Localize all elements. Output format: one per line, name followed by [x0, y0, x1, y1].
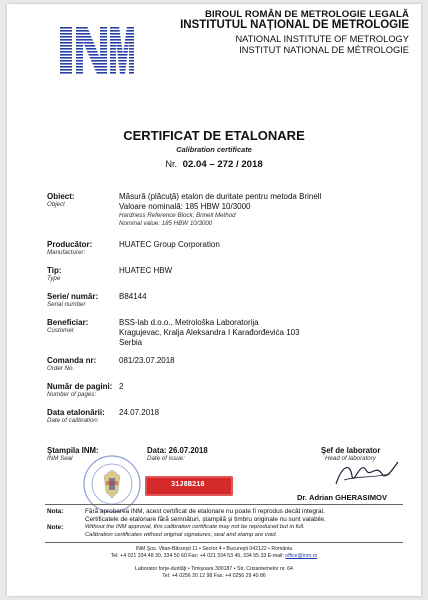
- serial-value: B84144: [119, 292, 147, 301]
- certificate-page: [7, 4, 421, 596]
- certificate-number: [7, 159, 421, 170]
- customer-value: [119, 318, 399, 348]
- note-en-line1: Without the INM approval, this calibration certificate may not be reproduced but in full.: [85, 524, 305, 530]
- handwritten-signature: [332, 456, 402, 492]
- security-sticker-code: 31J8B218: [171, 481, 205, 489]
- footer-email-link[interactable]: office@inm.ro: [285, 553, 318, 559]
- customer-label-en: Customer: [47, 327, 74, 334]
- customer-value-line3: Serbia: [119, 338, 143, 347]
- order-label-en: Order No.: [47, 365, 75, 372]
- note-label-en: Note:: [47, 524, 64, 531]
- note-label-ro: Nota:: [47, 508, 64, 515]
- field-customer: [47, 318, 402, 352]
- object-value-en1: Hardness Reference Block, Brinell Method: [119, 212, 236, 219]
- field-pages: [47, 382, 402, 402]
- note-ro-line1: Fără aprobarea INM, acest certificat de etalonare nu poate fi reprodus decât integral.: [85, 508, 325, 515]
- type-label-en: Type: [47, 275, 61, 282]
- calibration-date-value: 24.07.2018: [119, 408, 160, 417]
- stamp-label-en: INM Seal: [47, 455, 73, 462]
- seal-icon: [82, 454, 142, 514]
- order-label: Comanda nr:: [47, 356, 97, 365]
- pages-label-en: Number of pages:: [47, 391, 97, 398]
- field-type: [47, 266, 402, 286]
- header-line-1: BIROUL ROMÂN DE METROLOGIE LEGALĂ: [204, 9, 409, 20]
- note-ro-line2: Certificatele de etalonare fără semnături, ştampilă şi timbru originale nu sunt valabile.: [85, 516, 326, 523]
- calibration-date-label-en: Date of calibration:: [47, 417, 99, 424]
- object-label-en: Object: [47, 201, 65, 208]
- field-serial: [47, 292, 402, 312]
- head-of-lab-label: Şef de laborator: [321, 446, 381, 455]
- manufacturer-label-en: Manufacturer:: [47, 249, 86, 256]
- header-line-3: NATIONAL INSTITUTE OF METROLOGY: [235, 34, 409, 44]
- footer-contact-phone: Tel: +4 021 334 48 30, 334 50 60 Fax: +4 021 334 53 45, 334 55 33 E-mail:: [110, 553, 286, 559]
- field-object: [47, 192, 402, 236]
- pages-value: 2: [119, 382, 124, 391]
- certificate-subtitle: Calibration certificate: [176, 145, 252, 154]
- object-value: [119, 192, 399, 228]
- field-manufacturer: [47, 240, 402, 260]
- footer-address: INM Şos. Vitan-Bârzeşti 11 • Sector 4 • Bucureşti 042122 • România: [135, 546, 293, 552]
- security-sticker: [145, 476, 233, 496]
- header-line-2: INSTITUTUL NAȚIONAL DE METROLOGIE: [180, 19, 409, 31]
- header-line-4: INSTITUT NATIONAL DE MÉTROLOGIE: [239, 45, 409, 55]
- object-value-en2: Nominal value: 185 HBW 10/3000: [119, 220, 213, 227]
- certificate-title: CERTIFICAT DE ETALONARE: [123, 128, 305, 143]
- object-label: Obiect:: [47, 192, 75, 201]
- certificate-number-label: Nr.: [165, 159, 178, 169]
- type-label: Tip:: [47, 266, 62, 275]
- manufacturer-value: HUATEC Group Corporation: [119, 240, 220, 249]
- serial-label-en: Serial number: [47, 301, 86, 308]
- order-value: 081/23.07.2018: [119, 356, 175, 365]
- serial-label: Serie/ număr:: [47, 292, 99, 301]
- stamp-label: Ştampila INM:: [47, 446, 99, 455]
- object-value-line1: Măsură (plăcuță) etalon de duritate pentru metoda Brinell: [119, 192, 322, 201]
- head-of-lab-label-en: Head of laboratory: [325, 455, 376, 462]
- field-order: [47, 356, 402, 376]
- head-of-lab-name: Dr. Adrian GHERASIMOV: [297, 493, 388, 502]
- certificate-number-value: 02.04 – 272 / 2018: [182, 159, 263, 170]
- customer-value-line2: Kragujevac, Kralja Aleksandra I Karađorđevića 103: [119, 328, 300, 337]
- issue-date-label: Data: 26.07.2018: [147, 446, 208, 455]
- divider-bottom: [45, 542, 403, 543]
- divider-top: [45, 504, 403, 505]
- customer-value-line1: BSS-lab d.o.o., Metrološka Laboratorija: [119, 318, 259, 327]
- footer-lab-address: Laborator forţe-durităţi • Timişoara 300187 • Str. Crizantemelor nr. 64: [135, 566, 293, 572]
- manufacturer-label: Producător:: [47, 240, 93, 249]
- pages-label: Număr de pagini:: [47, 382, 113, 391]
- issue-date-label-en: Date of issue:: [147, 455, 185, 462]
- inm-seal-stamp: [82, 454, 142, 514]
- inm-logo-icon: [59, 24, 135, 76]
- field-calibration-date: [47, 408, 402, 428]
- object-value-line2: Valoare nominală: 185 HBW 10/3000: [119, 202, 251, 211]
- calibration-date-label: Data etalonării:: [47, 408, 105, 417]
- inm-logo: [59, 24, 135, 76]
- note-en-line2: Calibration certificates without original signatures, seal and stamp are void.: [85, 532, 278, 538]
- type-value: HUATEC HBW: [119, 266, 173, 275]
- signature-icon: [332, 456, 402, 492]
- footer-lab-contact: Tel: +4 0256 20 12 98 Fax: +4 0256 29 40 86: [162, 573, 266, 579]
- customer-label: Beneficiar:: [47, 318, 89, 327]
- footer-contact: [7, 553, 421, 559]
